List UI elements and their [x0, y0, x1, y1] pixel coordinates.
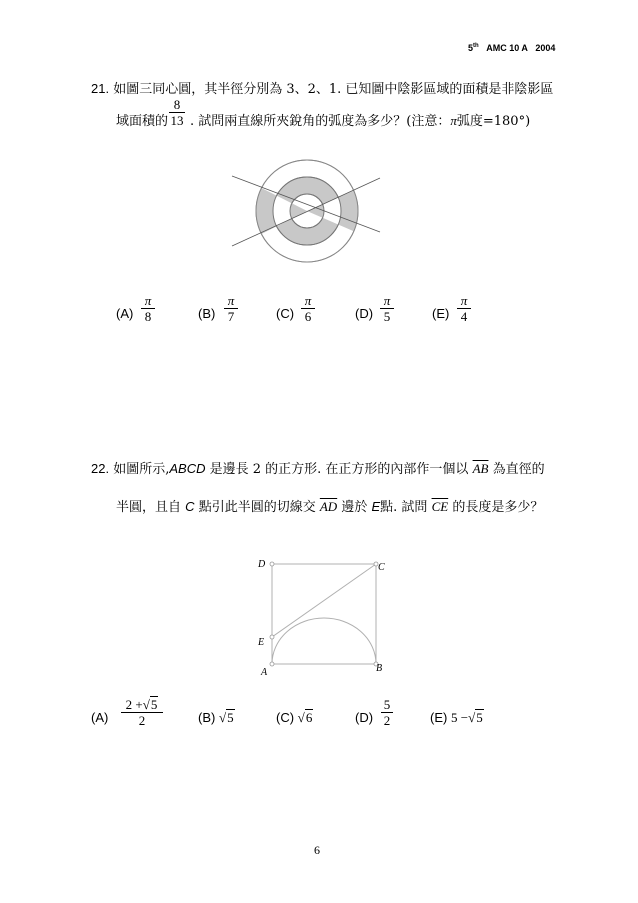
- q21-option-d-frac[interactable]: [379, 293, 395, 324]
- q22-segment-ab: $\overline{AB}$: [472, 461, 489, 476]
- q21-opt-a-den: 8: [144, 309, 152, 324]
- q21-option-b-frac[interactable]: [223, 293, 239, 324]
- q22-option-e[interactable]: [430, 710, 484, 726]
- q21-note-rest: 弧度=180°): [456, 114, 531, 129]
- q22-line1-a: 如圖所示,: [113, 462, 170, 477]
- q22-option-c-label: (C): [276, 710, 295, 725]
- tangent-line-ce: [272, 564, 376, 637]
- q22-opt-d-den: 2: [383, 713, 391, 728]
- q21-opt-d-num: π: [383, 293, 391, 308]
- q21-option-c-label[interactable]: (C): [276, 306, 295, 321]
- q22-option-c[interactable]: [276, 710, 313, 726]
- label-a: A: [261, 667, 268, 677]
- q21-option-a-label[interactable]: (A): [116, 306, 134, 321]
- q21-number: 21.: [91, 81, 110, 96]
- q22-opt-c-sqrt: √6: [297, 710, 313, 725]
- q22-segment-ce: $\overline{CE}$: [431, 499, 449, 514]
- q21-opt-d-den: 5: [383, 309, 391, 324]
- q21-frac-den: 13: [170, 113, 184, 128]
- q21-option-a-frac[interactable]: [140, 293, 156, 324]
- q22-line2-d: 邊於: [341, 500, 368, 515]
- q21-option-e-frac[interactable]: [456, 293, 472, 324]
- header-year: 2004: [535, 43, 556, 53]
- q21-line1: [91, 78, 553, 97]
- q22-figure: [250, 552, 390, 677]
- q21-option-e-label[interactable]: (E): [432, 306, 450, 321]
- q21-opt-e-den: 4: [460, 309, 468, 324]
- q22-line2-b: C: [185, 499, 195, 514]
- q21-fraction: [168, 97, 186, 128]
- q21-line2-post: [190, 110, 530, 129]
- q21-note-pi: π: [450, 113, 457, 128]
- q22-opt-a-num-a: 2 +: [125, 697, 143, 712]
- q22-opt-a-num: [120, 697, 164, 712]
- q21-option-d-label[interactable]: (D): [355, 306, 374, 321]
- q22-option-d-frac[interactable]: [380, 697, 394, 728]
- q21-option-b-label[interactable]: (B): [198, 306, 216, 321]
- label-e: E: [258, 637, 265, 648]
- q22-line1-b: ABCD: [169, 461, 206, 476]
- q22-option-b-label: (B): [198, 710, 216, 725]
- label-c: C: [378, 562, 385, 573]
- q22-line2-c: 點引此半圓的切線交: [198, 500, 316, 515]
- q22-line1-d: 為直徑的: [492, 462, 545, 477]
- q21-opt-a-num: π: [144, 293, 152, 308]
- page-header: [468, 43, 555, 53]
- q21-frac-num: 8: [173, 97, 181, 112]
- q22-line2: [116, 496, 543, 515]
- q22-option-a-frac[interactable]: [120, 697, 164, 728]
- q21-opt-e-num: π: [460, 293, 468, 308]
- q21-opt-b-num: π: [227, 293, 235, 308]
- q22-opt-a-sqrt: √5: [142, 697, 158, 712]
- q21-opt-b-den: 7: [227, 309, 235, 324]
- q21-opt-c-den: 6: [304, 309, 312, 324]
- q21-line2-post-text: . 試問兩直線所夾銳角的弧度為多少？(注意：: [190, 114, 451, 129]
- q22-line2-a: 半圓，且自: [116, 500, 182, 515]
- q21-option-c-frac[interactable]: [300, 293, 316, 324]
- label-d: D: [258, 559, 266, 570]
- q21-opt-c-num: π: [304, 293, 312, 308]
- semicircle: [272, 618, 376, 664]
- q21-figure: [230, 148, 400, 278]
- header-grade-sup: th: [473, 43, 479, 49]
- q22-segment-ad: $\overline{AD}$: [319, 499, 338, 514]
- q22-opt-e-rad: 5: [476, 710, 483, 725]
- q22-line2-f: 點. 試問: [380, 500, 428, 515]
- label-b: B: [376, 663, 383, 674]
- q22-option-b[interactable]: [198, 710, 235, 726]
- q22-option-a-label[interactable]: (A): [91, 710, 109, 725]
- q22-line1-c: 是邊長 2 的正方形. 在正方形的內部作一個以: [209, 462, 469, 477]
- q22-line2-e: E: [371, 499, 381, 514]
- header-contest: AMC 10 A: [486, 43, 528, 53]
- square-abcd: [272, 564, 376, 664]
- header-grade: 5: [468, 43, 474, 53]
- q22-opt-d-num: 5: [383, 697, 391, 712]
- point-a: [270, 662, 274, 666]
- q21-text-line1: 如圖三同心圓，其半徑分別為 3、2、1. 已知圖中陰影區域的面積是非陰影區: [113, 82, 554, 97]
- q22-opt-a-rad: 5: [150, 697, 158, 712]
- q22-option-e-label: (E): [430, 710, 448, 725]
- q22-line2-g: 的長度是多少？: [452, 500, 544, 515]
- point-e: [270, 635, 274, 639]
- q22-opt-c-rad: 6: [305, 710, 313, 725]
- q22-opt-e-pre: 5 −: [450, 710, 469, 725]
- q22-opt-a-den: 2: [138, 713, 146, 728]
- q22-opt-e-sqrt: √5: [468, 710, 483, 725]
- page-number: 6: [314, 843, 320, 857]
- point-d: [270, 562, 274, 566]
- q22-line1: [91, 458, 545, 477]
- q22-option-d-label[interactable]: (D): [355, 710, 374, 725]
- q21-line2-pre: 域面積的: [116, 114, 169, 129]
- q22-opt-b-rad: 5: [227, 710, 234, 725]
- q22-opt-b-sqrt: √5: [218, 710, 234, 725]
- q22-number: 22.: [91, 461, 110, 476]
